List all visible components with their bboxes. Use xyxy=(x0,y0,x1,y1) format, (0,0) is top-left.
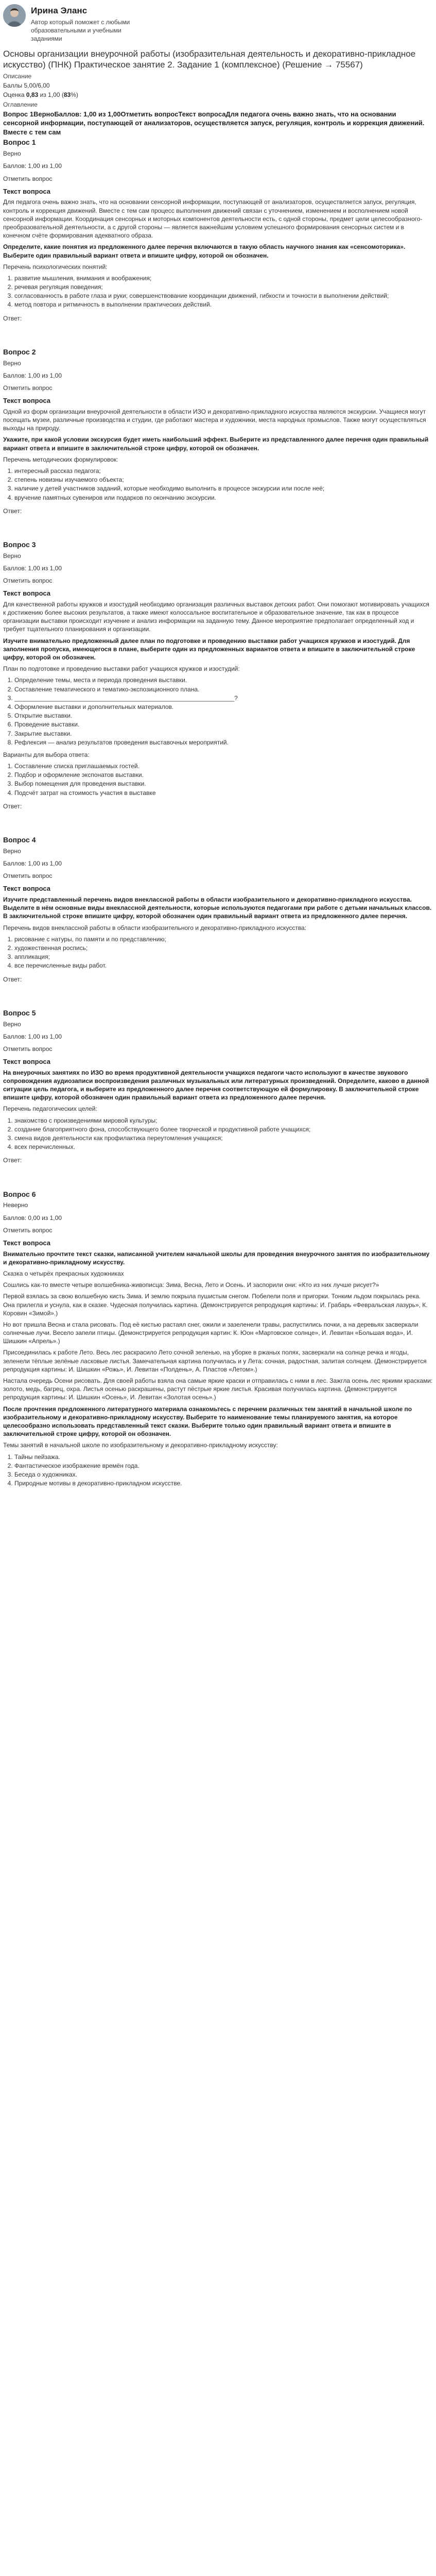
list-label: Перечень педагогических целей: xyxy=(3,1105,97,1113)
question-block xyxy=(3,1190,433,1505)
option-item: 6. Проведение выставки. xyxy=(14,720,433,728)
list-label: Темы занятий в начальной школе по изобразительному и декоративно-прикладному искусству: xyxy=(3,1442,278,1449)
question-block xyxy=(3,835,433,1008)
question-number: Вопрос 4 xyxy=(3,836,36,844)
story-paragraph: Присоединилась к работе Лето. Весь лес раскрасило Лето сочной зеленью, на уборке в ржаных полях, засверкали на солнце речка и ягоды, зеленели тёплые зелёные ласковые листья. Замечательная картина получилась и у Лета: сочная, радостная, залитая солнцем. (Демонстрируется репродукция картины: И. Шишкин «Рожь», И. Левитан «Полдень», А. Пластов «Летом».) xyxy=(3,1349,427,1373)
score-suffix: %) xyxy=(71,91,78,99)
score-prefix: Оценка xyxy=(3,91,26,99)
question-block xyxy=(3,540,433,835)
question-status: Верно xyxy=(3,552,21,560)
question-spacer xyxy=(3,995,433,1008)
question-score: Баллов: 1,00 из 1,00 xyxy=(3,1032,62,1040)
list-label: Перечень психологических понятий: xyxy=(3,263,108,270)
option-item: 2. Фантастическое изображение времён года. xyxy=(14,1462,433,1470)
answer-label: Ответ: xyxy=(3,1157,22,1164)
question-instruction: Изучите внимательно предложенный далее план по подготовке и проведению выставки работ учащихся кружков и изостудий. Для заполнения пропуска, имеющегося в плане, выберите один из предложенных вариантов ответа и впишите в заключительной строке цифру, которой он обозначен. xyxy=(3,637,415,662)
option-item: 4. Природные мотивы в декоративно-прикладном искусстве. xyxy=(14,1479,433,1487)
list-label-2: Варианты для выбора ответа: xyxy=(3,751,90,758)
flag-question-link[interactable]: Отметить вопрос xyxy=(3,1226,53,1234)
flag-question-link[interactable]: Отметить вопрос xyxy=(3,175,53,182)
option-item: 4. Подсчёт затрат на стоимость участия в выставке xyxy=(14,789,433,797)
option-item: 3. ________________________________________________________________? xyxy=(14,694,433,702)
question-paragraph: Для педагога очень важно знать, что на основании сенсорной информации, поступающей от анализаторов, осуществляется запуск, регуляция, контроль и коррекция движений. Вместе с тем сам процесс выполнения движений связан с уточнением, изменением и восполнением новой сенсорной информации. Координация сенсорных и моторных компонентов деятельности есть, с одной стороны, предмет цели целесообразного-преобразовательной деятельности, а с другой стороны — является важнейшим условием успешного формирования сенсорных систем и в конечном счёте формирования адекватного образа. xyxy=(3,198,423,240)
options-list-2 xyxy=(3,762,433,797)
question-status: Верно xyxy=(3,1020,21,1028)
option-item: 3. согласованность в работе глаза и руки; совершенствование координации движений, гибкости и точности в выполнении действий; xyxy=(14,292,433,300)
question-text-label: Текст вопроса xyxy=(3,187,51,195)
option-item: 2. Составление тематического и тематико-экспозиционного плана. xyxy=(14,685,433,693)
question-paragraph: Для качественной работы кружков и изостудий необходимо организация различных выставок детских работ. Они помогают мотивировать учащихся к достижению более высоких результатов, а также имеют колоссальное воспитательное и образовательное значение, так как в процессе организации выставки происходит изучение и анализ информации на заданную тему. Данное мероприятие предполагает определенный ход и требует тщательного планирования и организации. xyxy=(3,600,429,633)
question-text-label: Текст вопроса xyxy=(3,885,51,893)
options-list xyxy=(3,1116,433,1151)
avatar[interactable] xyxy=(3,4,26,27)
question-instruction: Внимательно прочтите текст сказки, написанной учителем начальной школы для проведения внеурочного занятия по изобразительному и декоративно-прикладному искусству. xyxy=(3,1250,430,1266)
option-item: 2. Подбор и оформление экспонатов выставки. xyxy=(14,771,433,779)
question-spacer xyxy=(3,527,433,540)
author-description: Автор который поможет с любыми образовательными и учебными заданиями xyxy=(31,18,130,43)
flag-question-link[interactable]: Отметить вопрос xyxy=(3,384,53,392)
question-score: Баллов: 0,00 из 1,00 xyxy=(3,1214,62,1222)
option-item: 8. Рефлексия — анализ результатов проведения выставочных мероприятий. xyxy=(14,738,433,747)
options-list xyxy=(3,274,433,309)
option-item: 4. все перечисленные виды работ. xyxy=(14,961,433,970)
option-item: 3. наличие у детей участников заданий, которые необходимо выполнить в процессе экскурсии или после неё; xyxy=(14,484,433,493)
grade-line: Баллы 5,00/6,00 xyxy=(3,82,50,90)
list-label: Перечень видов внеклассной работы в области изобразительного и декоративно-прикладного искусства: xyxy=(3,924,307,931)
option-item: 1. Определение темы, места и периода проведения выставки. xyxy=(14,676,433,684)
question-block xyxy=(3,1008,433,1190)
option-item: 2. степень новизны изучаемого объекта; xyxy=(14,476,433,484)
options-list xyxy=(3,935,433,970)
document-title: Основы организации внеурочной работы (изобразительная деятельность и декоративно-прикладное искусство) (ПНК) Практическое занятие 2. Задание 1 (комплексное) (Решение → 75567) xyxy=(3,48,416,70)
story-paragraph: Первой взялась за свою волшебную кисть Зима. И землю покрыла пушистым снегом. Побелели поля и пригорки. Тонким льдом покрылась река. Она прилегла и уснула, как в сказке. Чудесная получилась картина. (Демонстрируется репродукция картины: И. Грабарь «Февральская лазурь», К. Коровин «Зимой».) xyxy=(3,1293,428,1317)
question-text-label: Текст вопроса xyxy=(3,1239,51,1247)
question-instruction: Определите, какие понятия из предложенного далее перечня включаются в такую область научного знания как «сенсомоторика». Выберите один правильный вариант ответа и впишите цифру, которой он обозначен. xyxy=(3,243,406,259)
question-instruction: На внеурочных занятиях по ИЗО во время продуктивной деятельности учащихся педагоги часто используют в качестве звукового сопровождения аудиозаписи воспроизведения различных музыкальных или литературных произведений. Определите, каково в данной ситуации цель педагога, и выберите из предложенного далее перечня соответствующую ей формулировку. В заключительной строке впишите цифру, которой обозначен один правильный вариант ответа из предложенного далее перечня. xyxy=(3,1069,429,1101)
question-score: Баллов: 1,00 из 1,00 xyxy=(3,162,62,170)
answer-label: Ответ: xyxy=(3,802,22,810)
question-spacer xyxy=(3,822,433,835)
score-line xyxy=(3,91,433,99)
option-item: 2. речевая регуляция поведения; xyxy=(14,283,433,291)
answer-label: Ответ: xyxy=(3,975,22,983)
question-number: Вопрос 3 xyxy=(3,540,36,549)
question-block xyxy=(3,347,433,540)
option-item: 7. Закрытие выставки. xyxy=(14,730,433,738)
option-item: 2. создание благоприятного фона, способствующего более творческой и продуктивной работе учащихся; xyxy=(14,1125,433,1133)
question-number: Вопрос 1 xyxy=(3,138,36,147)
option-item: 4. вручение памятных сувениров или подарков по окончанию экскурсии. xyxy=(14,494,433,502)
question-status: Верно xyxy=(3,847,21,855)
list-label: Перечень методических формулировок: xyxy=(3,455,118,463)
question-instruction-2: После прочтения предложенного литературного материала ознакомьтесь с перечнем различных тем занятий в начальной школе по изобразительному и декоративно-прикладному искусству. Выберите то наименование темы планируемого занятия, на которое целесообразно использовать представленный текст сказки. Выберите только один правильный вариант ответа и впишите в заключительной строке цифру, которой он обозначен. xyxy=(3,1405,412,1438)
option-item: 4. Оформление выставки и дополнительных материалов. xyxy=(14,703,433,711)
question-number: Вопрос 6 xyxy=(3,1190,36,1198)
option-item: 1. интересный рассказ педагога; xyxy=(14,467,433,475)
option-item: 3. Беседа о художниках. xyxy=(14,1470,433,1479)
author-header xyxy=(3,4,433,43)
option-item: 2. художественная роспись; xyxy=(14,944,433,952)
author-info xyxy=(31,4,134,43)
question-spacer xyxy=(3,334,433,347)
question-status: Верно xyxy=(3,150,21,158)
option-item: 3. смена видов деятельности как профилактика переутомления учащихся; xyxy=(14,1134,433,1142)
answer-label: Ответ: xyxy=(3,507,22,515)
score-mid: из 1,00 ( xyxy=(38,91,64,99)
options-list xyxy=(3,467,433,502)
question-text-label: Текст вопроса xyxy=(3,397,51,405)
question-status: Верно xyxy=(3,359,21,367)
story-title: Сказка о четырёх прекрасных художниках xyxy=(3,1269,124,1277)
option-item: 4. всех перечисленных. xyxy=(14,1143,433,1151)
flag-question-link[interactable]: Отметить вопрос xyxy=(3,1045,53,1053)
option-item: 1. Тайны пейзажа. xyxy=(14,1453,433,1461)
options-list xyxy=(3,676,433,747)
question-text-label: Текст вопроса xyxy=(3,1058,51,1066)
question-status: Неверно xyxy=(3,1201,28,1209)
option-item: 1. Составление списка приглашаемых гостей. xyxy=(14,762,433,770)
questions-container xyxy=(3,138,433,1505)
answer-label: Ответ: xyxy=(3,314,22,322)
author-name[interactable]: Ирина Эланс xyxy=(31,6,88,15)
score-value: 0,83 xyxy=(26,91,39,99)
question-text-label: Текст вопроса xyxy=(3,589,51,598)
question-number: Вопрос 5 xyxy=(3,1008,36,1017)
option-item: 3. Выбор помещения для проведения выставки. xyxy=(14,779,433,788)
description-label: Описание xyxy=(3,73,32,80)
toc-text: Вопрос 1ВерноБаллов: 1,00 из 1,00Отметить вопросТекст вопросаДля педагога очень важно знать, что на основании сенсорной информации, поступающей от анализаторов, осуществляется запуск, регуляция, контроль и коррекция движений. Вместе с тем сам xyxy=(3,110,425,136)
score-percent: 83 xyxy=(63,91,71,99)
list-label: План по подготовке и проведению выставки работ учащихся кружков и изостудий: xyxy=(3,665,240,673)
question-spacer xyxy=(3,1176,433,1190)
toc-label: Оглавление xyxy=(3,100,38,108)
question-score: Баллов: 1,00 из 1,00 xyxy=(3,564,62,572)
option-item: 1. развитие мышления, внимания и воображения; xyxy=(14,274,433,282)
question-score: Баллов: 1,00 из 1,00 xyxy=(3,860,62,868)
user-avatar-icon xyxy=(3,4,26,27)
question-instruction: Изучите представленный перечень видов внеклассной работы в области изобразительного и декоративно-прикладного искусства. Выделите в нём основные виды внеклассной деятельности, которые используются педагогами при работе с детьми начальных классов. В заключительной строке впишите цифру, которой обозначен один правильный вариант ответа из предложенного далее перечня. xyxy=(3,896,432,920)
options-list xyxy=(3,1453,433,1488)
story-paragraph: Сошлись как-то вместе четыре волшебника-живописца: Зима, Весна, Лето и Осень. И заспорили они: «Кто из них лучше рисует?» xyxy=(3,1281,379,1289)
question-paragraph: Одной из форм организации внеурочной деятельности в области ИЗО и декоративно-прикладного искусства являются экскурсии. Учащиеся могут посещать музеи, различные производства и студии, где работают мастера и художники, места народных промыслов. Также могут осуществляться выходы на природу. xyxy=(3,408,426,432)
question-spacer xyxy=(3,1492,433,1505)
option-item: 3. аппликация; xyxy=(14,953,433,961)
story-paragraph: Но вот пришла Весна и стала рисовать. Под её кистью растаял снег, ожили и зазеленели травы, распустились почки, а на деревьях засверкали солнечные лучи. Весело запели птицы. (Демонстрируется репродукция картин: К. Юон «Мартовское солнце», И. Левитан «Большая вода», И. Шишкин «Апрель».) xyxy=(3,1320,418,1345)
option-item: 1. знакомство с произведениями мировой культуры; xyxy=(14,1116,433,1125)
question-instruction: Укажите, при какой условии экскурсия будет иметь наибольший эффект. Выберите из представленного далее перечня один правильный вариант ответа и впишите в заключительной строке цифру, которой он обозначен. xyxy=(3,436,429,452)
option-item: 4. метод повтора и ритмичность в выполнении практических действий. xyxy=(14,300,433,309)
question-number: Вопрос 2 xyxy=(3,347,36,356)
question-score: Баллов: 1,00 из 1,00 xyxy=(3,371,62,379)
story-paragraph: Настала очередь Осени рисовать. Для своей работы взяла она самые яркие краски и отправилась с ними в лес. Зажгла осень лес яркими красками: золото, медь, багрец, охра. Листья осенью раскрашены, растут пёстрые яркие листья. Красивая получилась картина. (Демонстрируется репродукция картины: И. Шишкин «Осень», И. Левитан «Золотая осень».) xyxy=(3,1377,433,1401)
flag-question-link[interactable]: Отметить вопрос xyxy=(3,577,53,585)
flag-question-link[interactable]: Отметить вопрос xyxy=(3,872,53,880)
question-block xyxy=(3,138,433,347)
option-item: 1. рисование с натуры, по памяти и по представлению; xyxy=(14,935,433,943)
option-item: 5. Открытие выставки. xyxy=(14,711,433,720)
